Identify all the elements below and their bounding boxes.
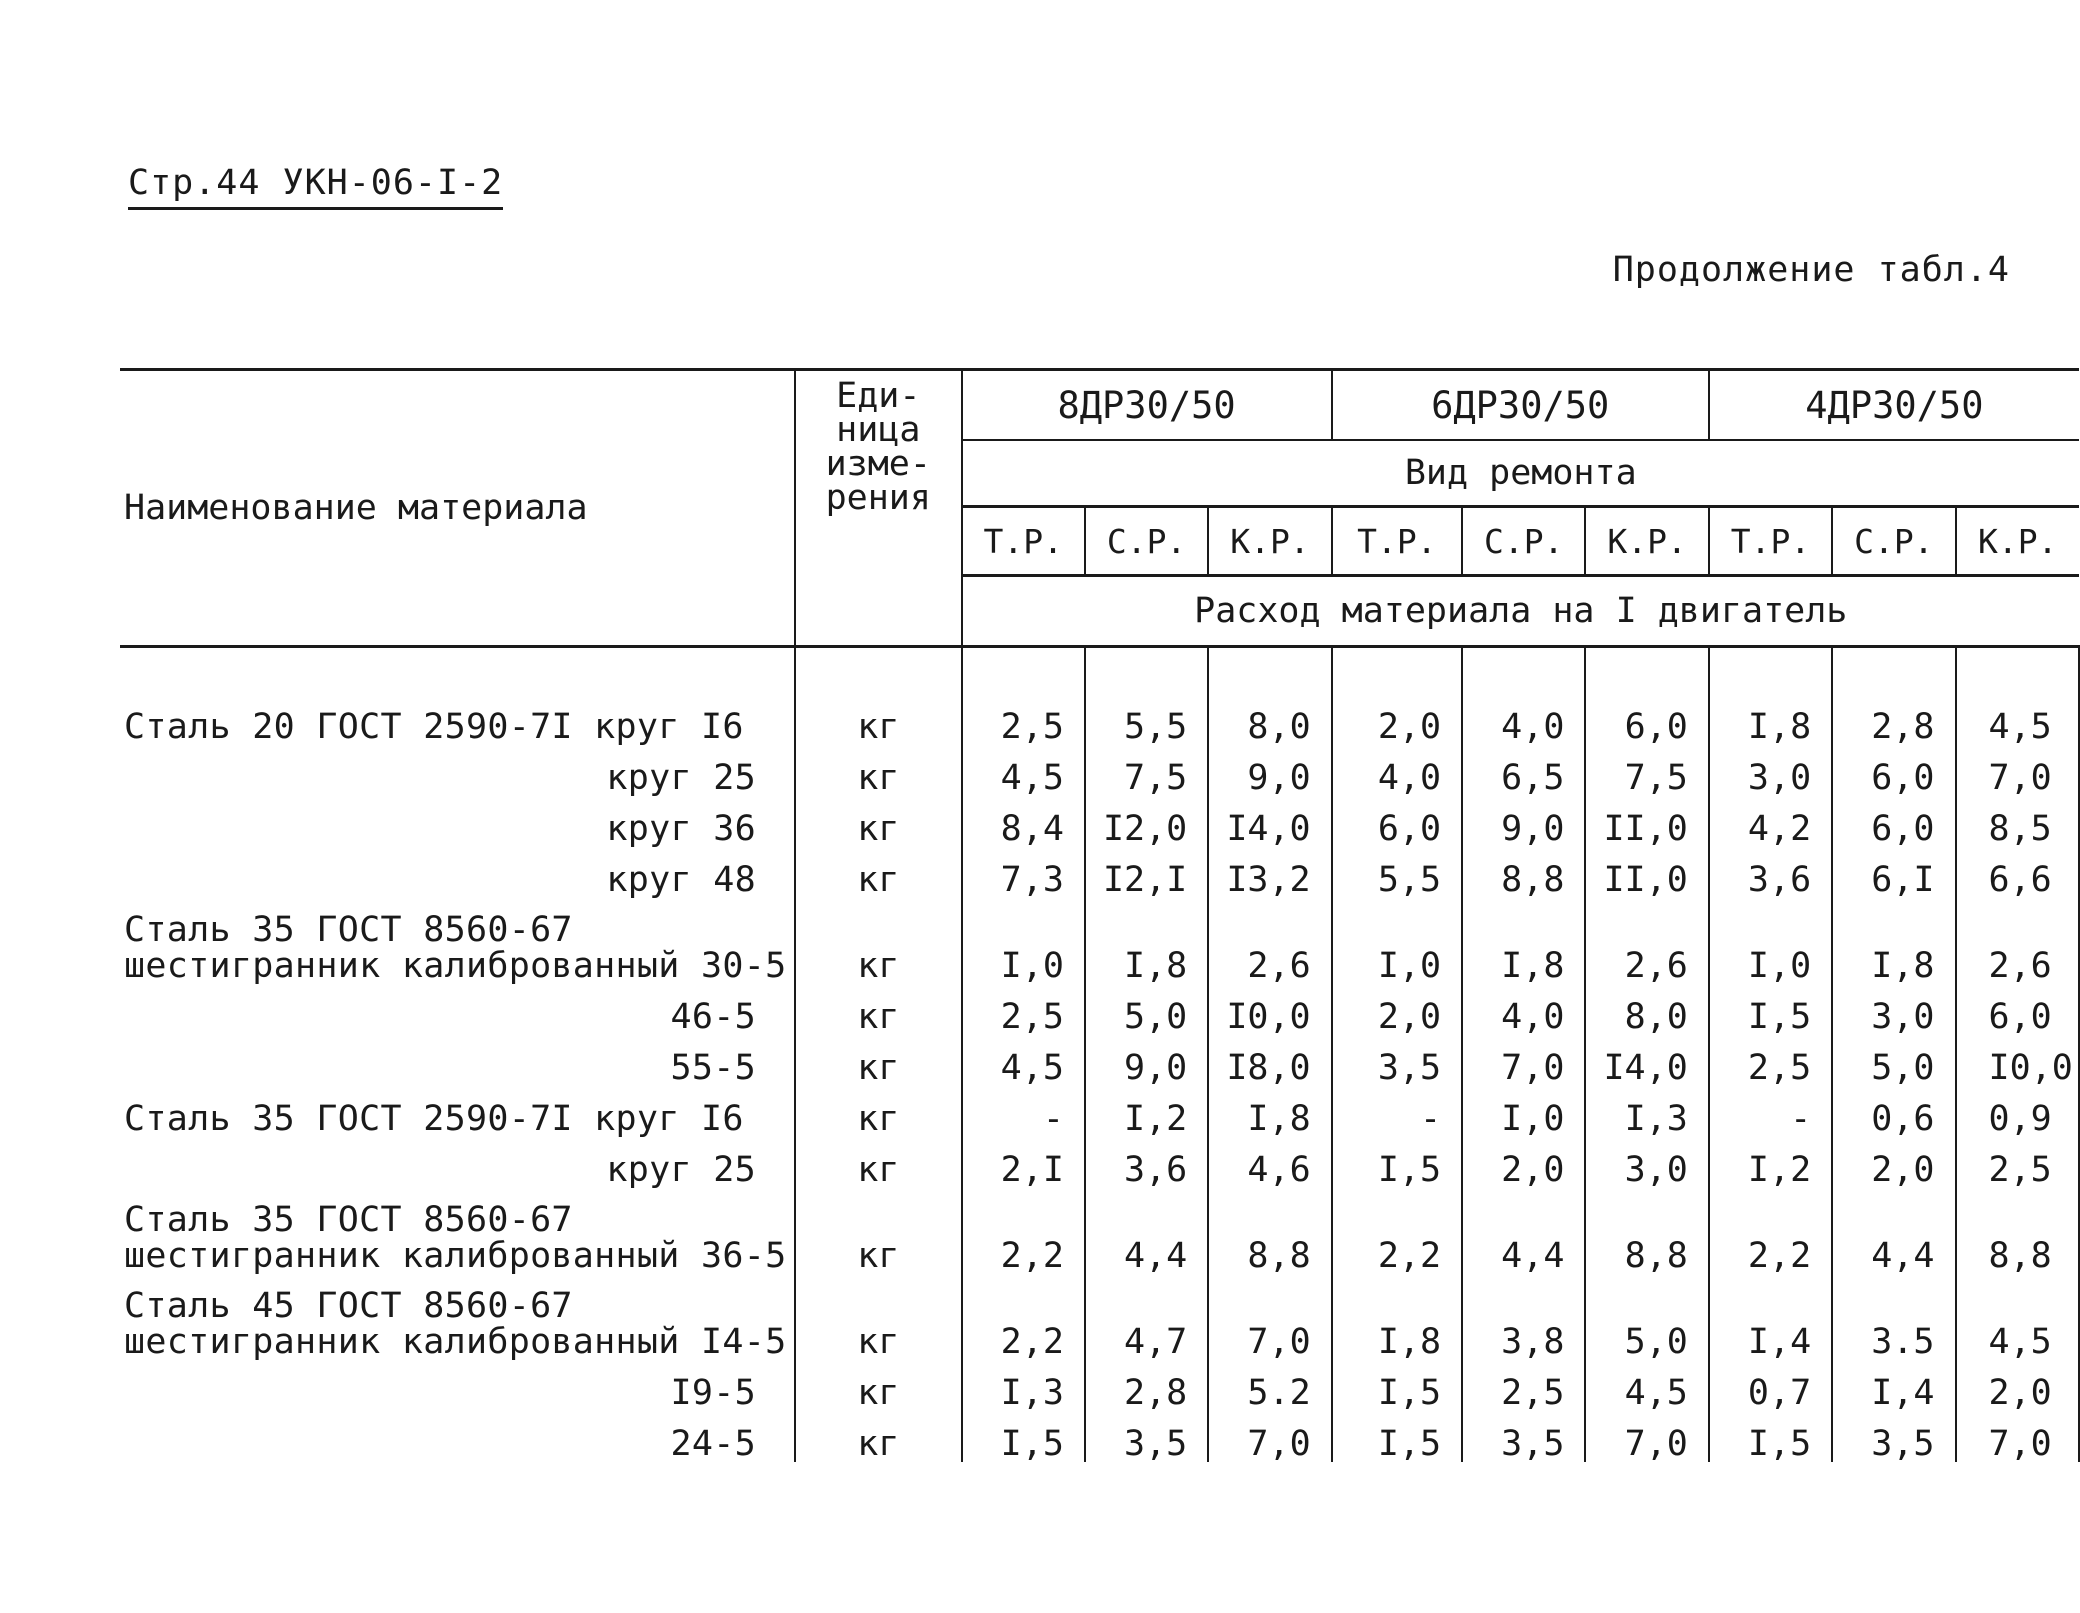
material-size-label: круг 36 — [606, 809, 757, 849]
column-header-material: Наименование материала — [120, 370, 795, 647]
value-cell: 6,0 — [1585, 694, 1708, 745]
value-cell: 7,0 — [1208, 1274, 1331, 1360]
table-spacer-row — [120, 647, 2079, 695]
table-row — [120, 1035, 2079, 1086]
value-cell: 6,5 — [1462, 745, 1585, 796]
model-header-4dr: 4ДР30/50 — [1709, 370, 2079, 441]
material-size-label: круг 25 — [606, 758, 757, 798]
table-row — [120, 1274, 2079, 1360]
value-cell: I,5 — [1332, 1411, 1462, 1462]
value-cell: 6,0 — [1832, 796, 1955, 847]
value-cell: I8,0 — [1208, 1035, 1331, 1086]
model-header-6dr: 6ДР30/50 — [1332, 370, 1709, 441]
table-cell — [962, 647, 1085, 695]
material-name-cell — [120, 1086, 795, 1137]
material-size-label: 55-5 — [670, 1048, 757, 1088]
value-cell: 4,4 — [1832, 1188, 1955, 1274]
materials-table-container — [120, 368, 2073, 1464]
table-row — [120, 796, 2079, 847]
value-cell: I,2 — [1709, 1137, 1832, 1188]
value-cell: I,5 — [1709, 984, 1832, 1035]
material-size-label: 24-5 — [670, 1424, 757, 1464]
value-cell: 4,4 — [1462, 1188, 1585, 1274]
unit-cell: кг — [795, 1035, 962, 1086]
unit-cell: кг — [795, 1188, 962, 1274]
value-cell: 4,4 — [1085, 1188, 1208, 1274]
value-cell: I4,0 — [1585, 1035, 1708, 1086]
value-cell: I0,0 — [1956, 1035, 2080, 1086]
value-cell: 4,5 — [1956, 694, 2080, 745]
value-cell: 4,0 — [1462, 984, 1585, 1035]
value-cell: 2,8 — [1832, 694, 1955, 745]
value-cell: 4,0 — [1332, 745, 1462, 796]
material-size-label: I9-5 — [670, 1373, 757, 1413]
value-cell: 4,0 — [1462, 694, 1585, 745]
model-header-8dr: 8ДР30/50 — [962, 370, 1332, 441]
material-name-line: Сталь 35 ГОСТ 2590-7I круг I6 — [124, 1099, 744, 1139]
table-row — [120, 1411, 2079, 1462]
value-cell: - — [1332, 1086, 1462, 1137]
material-name-cell — [120, 1411, 795, 1462]
table-row — [120, 898, 2079, 984]
material-name-cell — [120, 898, 795, 984]
value-cell: 5,5 — [1332, 847, 1462, 898]
value-cell: 6,0 — [1332, 796, 1462, 847]
table-cell — [1085, 647, 1208, 695]
table-cell — [120, 647, 795, 695]
value-cell: 8,8 — [1585, 1188, 1708, 1274]
material-name-line: Сталь 45 ГОСТ 8560-67 — [124, 1286, 573, 1326]
material-name-line: шестигранник калиброванный I4-5 — [124, 1322, 787, 1362]
material-name-line: Сталь 20 ГОСТ 2590-7I круг I6 — [124, 707, 744, 747]
material-name-cell — [120, 796, 795, 847]
unit-cell: кг — [795, 796, 962, 847]
value-cell: I,4 — [1832, 1360, 1955, 1411]
value-cell: I,0 — [962, 898, 1085, 984]
material-name-cell — [120, 694, 795, 745]
table-row — [120, 1360, 2079, 1411]
value-cell: 7,0 — [1956, 1411, 2080, 1462]
value-cell: 7,0 — [1208, 1411, 1331, 1462]
value-cell: 2,5 — [962, 984, 1085, 1035]
subheader-tr: Т.Р. — [1332, 507, 1462, 576]
value-cell: 2,0 — [1832, 1137, 1955, 1188]
value-cell: 2,8 — [1085, 1360, 1208, 1411]
value-cell: 2,0 — [1332, 694, 1462, 745]
table-cell — [1709, 647, 1832, 695]
consumption-header: Расход материала на I двигатель — [962, 576, 2079, 647]
material-name-cell — [120, 1274, 795, 1360]
value-cell: 2,5 — [1956, 1137, 2080, 1188]
column-header-unit-text: Еди- ница изме- рения — [825, 376, 931, 518]
repair-type-header: Вид ремонта — [962, 440, 2079, 507]
value-cell: I,8 — [1832, 898, 1955, 984]
value-cell: 6,0 — [1956, 984, 2080, 1035]
value-cell: I,8 — [1208, 1086, 1331, 1137]
value-cell: II,0 — [1585, 847, 1708, 898]
value-cell: 5,5 — [1085, 694, 1208, 745]
table-continuation-label: Продолжение табл.4 — [1612, 250, 2010, 290]
material-size-label: круг 25 — [606, 1150, 757, 1190]
table-cell — [795, 647, 962, 695]
value-cell: 2,6 — [1956, 898, 2080, 984]
value-cell: I3,2 — [1208, 847, 1331, 898]
table-row — [120, 847, 2079, 898]
value-cell: 6,0 — [1832, 745, 1955, 796]
unit-cell: кг — [795, 694, 962, 745]
table-row — [120, 694, 2079, 745]
value-cell: I,8 — [1462, 898, 1585, 984]
material-name-cell — [120, 745, 795, 796]
value-cell: 7,5 — [1085, 745, 1208, 796]
page-reference: Стр.44 УКН-06-I-2 — [128, 163, 503, 210]
value-cell: 2,6 — [1585, 898, 1708, 984]
value-cell: 5,0 — [1085, 984, 1208, 1035]
value-cell: 3.5 — [1832, 1274, 1955, 1360]
value-cell: 2,0 — [1956, 1360, 2080, 1411]
subheader-tr: Т.Р. — [1709, 507, 1832, 576]
value-cell: I,5 — [1332, 1137, 1462, 1188]
value-cell: I2,I — [1085, 847, 1208, 898]
value-cell: 8,4 — [962, 796, 1085, 847]
value-cell: 2,I — [962, 1137, 1085, 1188]
table-row — [120, 1086, 2079, 1137]
value-cell: 2,6 — [1208, 898, 1331, 984]
value-cell: 3,5 — [1462, 1411, 1585, 1462]
value-cell: 4,2 — [1709, 796, 1832, 847]
value-cell: 8,8 — [1956, 1188, 2080, 1274]
unit-cell: кг — [795, 745, 962, 796]
value-cell: 9,0 — [1085, 1035, 1208, 1086]
table-cell — [1462, 647, 1585, 695]
table-cell — [1208, 647, 1331, 695]
table-cell — [1956, 647, 2080, 695]
value-cell: 4,5 — [1956, 1274, 2080, 1360]
material-name-cell — [120, 1137, 795, 1188]
material-size-label: круг 48 — [606, 860, 757, 900]
value-cell: I,8 — [1709, 694, 1832, 745]
material-name-cell — [120, 984, 795, 1035]
value-cell: I,8 — [1085, 898, 1208, 984]
unit-cell: кг — [795, 898, 962, 984]
value-cell: I,0 — [1332, 898, 1462, 984]
value-cell: 6,I — [1832, 847, 1955, 898]
material-name-cell — [120, 1035, 795, 1086]
value-cell: I,5 — [962, 1411, 1085, 1462]
material-size-label: 46-5 — [670, 997, 757, 1037]
value-cell: 8,5 — [1956, 796, 2080, 847]
table-row — [120, 984, 2079, 1035]
value-cell: I,8 — [1332, 1274, 1462, 1360]
table-cell — [1585, 647, 1708, 695]
value-cell: 8,8 — [1462, 847, 1585, 898]
table-cell — [1332, 647, 1462, 695]
subheader-kr: К.Р. — [1208, 507, 1331, 576]
value-cell: 5,0 — [1585, 1274, 1708, 1360]
value-cell: I,3 — [962, 1360, 1085, 1411]
unit-cell: кг — [795, 1411, 962, 1462]
material-name-cell — [120, 847, 795, 898]
subheader-kr: К.Р. — [1956, 507, 2080, 576]
value-cell: 2,5 — [1709, 1035, 1832, 1086]
value-cell: I2,0 — [1085, 796, 1208, 847]
value-cell: 8,8 — [1208, 1188, 1331, 1274]
value-cell: 9,0 — [1462, 796, 1585, 847]
value-cell: 7,0 — [1956, 745, 2080, 796]
value-cell: 6,6 — [1956, 847, 2080, 898]
value-cell: 3,6 — [1709, 847, 1832, 898]
value-cell: 2,2 — [1332, 1188, 1462, 1274]
value-cell: I0,0 — [1208, 984, 1331, 1035]
value-cell: 3,6 — [1085, 1137, 1208, 1188]
value-cell: I4,0 — [1208, 796, 1331, 847]
column-header-unit — [795, 370, 962, 647]
material-name-line: шестигранник калиброванный 30-5 — [124, 946, 787, 986]
subheader-sr: С.Р. — [1832, 507, 1955, 576]
value-cell: 4,6 — [1208, 1137, 1331, 1188]
table-row — [120, 745, 2079, 796]
value-cell: 7,0 — [1585, 1411, 1708, 1462]
value-cell: 4,7 — [1085, 1274, 1208, 1360]
value-cell: 5,0 — [1832, 1035, 1955, 1086]
value-cell: - — [962, 1086, 1085, 1137]
value-cell: I,4 — [1709, 1274, 1832, 1360]
value-cell: 9,0 — [1208, 745, 1331, 796]
table-row — [120, 1137, 2079, 1188]
value-cell: 2,2 — [962, 1274, 1085, 1360]
value-cell: I,5 — [1332, 1360, 1462, 1411]
value-cell: 7,3 — [962, 847, 1085, 898]
value-cell: 3,5 — [1085, 1411, 1208, 1462]
value-cell: 2,0 — [1462, 1137, 1585, 1188]
value-cell: 3,5 — [1332, 1035, 1462, 1086]
value-cell: 5.2 — [1208, 1360, 1331, 1411]
materials-table — [120, 368, 2080, 1462]
value-cell: II,0 — [1585, 796, 1708, 847]
value-cell: 2,5 — [962, 694, 1085, 745]
value-cell: 3,0 — [1585, 1137, 1708, 1188]
value-cell: I,5 — [1709, 1411, 1832, 1462]
unit-cell: кг — [795, 1274, 962, 1360]
table-row — [120, 1188, 2079, 1274]
material-name-line: Сталь 35 ГОСТ 8560-67 — [124, 1200, 573, 1240]
value-cell: I,0 — [1709, 898, 1832, 984]
value-cell: 4,5 — [1585, 1360, 1708, 1411]
subheader-kr: К.Р. — [1585, 507, 1708, 576]
value-cell: 7,0 — [1462, 1035, 1585, 1086]
value-cell: I,3 — [1585, 1086, 1708, 1137]
value-cell: 4,5 — [962, 745, 1085, 796]
value-cell: 4,5 — [962, 1035, 1085, 1086]
unit-cell: кг — [795, 847, 962, 898]
unit-cell: кг — [795, 1086, 962, 1137]
material-name-cell — [120, 1360, 795, 1411]
value-cell: 2,0 — [1332, 984, 1462, 1035]
value-cell: 8,0 — [1585, 984, 1708, 1035]
unit-cell: кг — [795, 1137, 962, 1188]
value-cell: 2,2 — [1709, 1188, 1832, 1274]
value-cell: 0,7 — [1709, 1360, 1832, 1411]
subheader-sr: С.Р. — [1085, 507, 1208, 576]
value-cell: 0,9 — [1956, 1086, 2080, 1137]
value-cell: 3,0 — [1709, 745, 1832, 796]
unit-cell: кг — [795, 984, 962, 1035]
value-cell: 8,0 — [1208, 694, 1331, 745]
materials-table-body — [120, 647, 2079, 1463]
subheader-tr: Т.Р. — [962, 507, 1085, 576]
value-cell: 3,0 — [1832, 984, 1955, 1035]
value-cell: 0,6 — [1832, 1086, 1955, 1137]
table-cell — [1832, 647, 1955, 695]
value-cell: 2,5 — [1462, 1360, 1585, 1411]
value-cell: 2,2 — [962, 1188, 1085, 1274]
value-cell: 3,5 — [1832, 1411, 1955, 1462]
material-name-line: Сталь 35 ГОСТ 8560-67 — [124, 910, 573, 950]
value-cell: 3,8 — [1462, 1274, 1585, 1360]
subheader-sr: С.Р. — [1462, 507, 1585, 576]
value-cell: I,0 — [1462, 1086, 1585, 1137]
material-name-cell — [120, 1188, 795, 1274]
value-cell: 7,5 — [1585, 745, 1708, 796]
unit-cell: кг — [795, 1360, 962, 1411]
value-cell: - — [1709, 1086, 1832, 1137]
material-name-line: шестигранник калиброванный 36-5 — [124, 1236, 787, 1276]
value-cell: I,2 — [1085, 1086, 1208, 1137]
